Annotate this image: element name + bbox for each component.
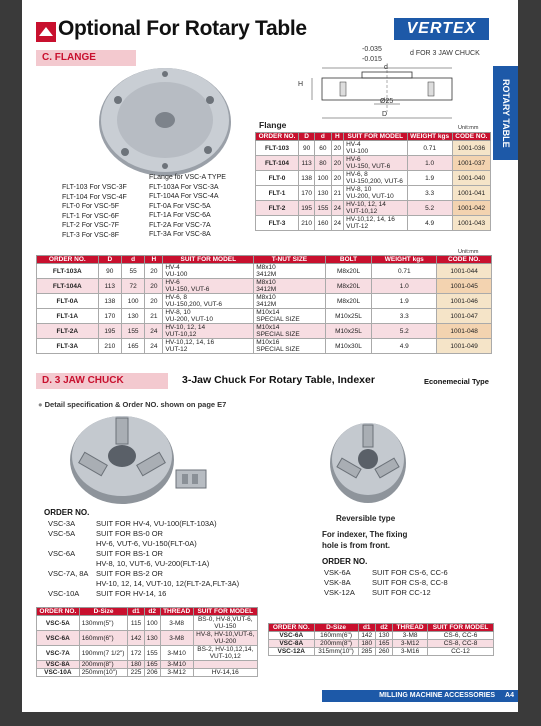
table-cell: 20 <box>145 279 163 294</box>
order-item <box>48 529 239 539</box>
section-label-chuck: D. 3 JAW CHUCK <box>36 373 168 389</box>
table-cell: M10x16 SPECIAL SIZE <box>254 339 325 354</box>
table-header: THREAD <box>160 608 193 616</box>
table-cell: M10x30L <box>325 339 372 354</box>
order-item <box>48 549 239 559</box>
table-cell: 250mm(10") <box>79 669 128 677</box>
table-cell: 172 <box>128 646 144 661</box>
table-row <box>37 616 258 631</box>
table-cell: FLT-103A <box>37 264 99 279</box>
diagram-note: d FOR 3 JAW CHUCK <box>410 50 480 57</box>
reversible-chuck-photo <box>328 415 408 507</box>
table-cell: 3-M12 <box>160 669 193 677</box>
list-item: FLT-2A For VSC-7A <box>149 221 211 229</box>
table-cell: HV-6, 8 VU-150,200, VUT-6 <box>344 171 407 186</box>
table-cell: 4.9 <box>372 339 437 354</box>
table-cell: FLT-1 <box>256 186 299 201</box>
table-header: ORDER NO. <box>37 608 80 616</box>
table-row <box>256 156 491 171</box>
table-row <box>269 648 494 656</box>
order-desc: SUIT FOR CS-8, CC-8 <box>372 578 448 587</box>
table-cell: 315mm(10") <box>314 648 358 656</box>
table-cell: 180 <box>358 640 375 648</box>
table-header: d2 <box>375 624 392 632</box>
table-header: WEIGHT kgs <box>372 256 437 264</box>
detail-note-text: Detail specification & Order NO. shown on page E7 <box>44 400 227 409</box>
dim-D-label: D <box>382 111 388 118</box>
list-item: FLT-103A For VSC-3A <box>149 183 219 191</box>
table-cell: 1001-041 <box>452 186 490 201</box>
table-row <box>37 264 492 279</box>
table-cell: 195 <box>98 324 121 339</box>
table-cell: 155 <box>144 646 160 661</box>
flange-photo <box>90 60 240 180</box>
table-cell: 138 <box>98 294 121 309</box>
table-header: D-Size <box>314 624 358 632</box>
flange-list-left <box>62 183 127 240</box>
tol-upper: -0.035 <box>362 46 382 53</box>
chuck-subheading: Econemecial Type <box>424 377 489 386</box>
table-cell: 100 <box>121 294 144 309</box>
table-cell: VSC-8A <box>37 661 80 669</box>
order-item <box>324 588 448 598</box>
table-cell: 155 <box>121 324 144 339</box>
order-desc: HV-6, VUT-6, VU-150(FLT-0A) <box>96 539 197 548</box>
detail-note <box>38 400 226 409</box>
table-cell: 1.9 <box>372 294 437 309</box>
table-cell: 200mm(8") <box>79 661 128 669</box>
table-cell: 3-M16 <box>393 648 428 656</box>
table-cell: M8x10 3412M <box>254 279 325 294</box>
table-cell: BS-2, HV-10,12,14, VUT-10,12 <box>193 646 258 661</box>
table-header: D <box>298 133 314 141</box>
order-item <box>48 589 239 599</box>
table-cell: HV-6 VU-150, VUT-6 <box>344 156 407 171</box>
order-list-right <box>324 568 448 598</box>
table-cell: M8x20L <box>325 264 372 279</box>
table-cell: 190mm(7 1/2") <box>79 646 128 661</box>
table-cell: 20 <box>331 156 344 171</box>
table-row <box>37 669 258 677</box>
table-header: BOLT <box>325 256 372 264</box>
table-cell: 160 <box>315 216 331 231</box>
side-tab: ROTARY TABLE <box>493 66 518 160</box>
table-cell: 113 <box>98 279 121 294</box>
table-cell: 4.9 <box>407 216 452 231</box>
table-cell: 1001-046 <box>437 294 492 309</box>
table-row <box>256 216 491 231</box>
table-cell: M10x14 SPECIAL SIZE <box>254 309 325 324</box>
order-code: VSC-5A <box>48 529 76 538</box>
page-title: Optional For Rotary Table <box>58 17 307 40</box>
table-header: H <box>145 256 163 264</box>
table-cell: FLT-3 <box>256 216 299 231</box>
order-code: VSC-10A <box>48 589 80 598</box>
table-cell: 20 <box>145 264 163 279</box>
table-cell: 165 <box>375 640 392 648</box>
table-cell: 165 <box>144 661 160 669</box>
table-cell: 20 <box>145 294 163 309</box>
tol-lower: -0.015 <box>362 56 382 63</box>
table-cell: HV-8, HV-10,VUT-6, VU-200 <box>193 631 258 646</box>
table1-unit: Unit:mm <box>458 125 479 131</box>
table-cell: 142 <box>358 632 375 640</box>
table-row <box>256 186 491 201</box>
page-footer <box>322 690 518 702</box>
table-cell: 24 <box>331 201 344 216</box>
table-cell: 3-M8 <box>393 632 428 640</box>
order-item <box>48 539 239 549</box>
table-cell: 206 <box>144 669 160 677</box>
table-header: D <box>98 256 121 264</box>
table-header: WEIGHT kgs <box>407 133 452 141</box>
table-cell: M8x10 3412M <box>254 294 325 309</box>
table-cell: 0.71 <box>407 141 452 156</box>
table-row <box>37 646 258 661</box>
list-item: FLT-3 For VSC-8F <box>62 231 120 239</box>
table-cell: VSC-7A <box>37 646 80 661</box>
table-cell: 113 <box>298 156 314 171</box>
table-header: T-NUT SIZE <box>254 256 325 264</box>
table-cell: 3-M10 <box>160 661 193 669</box>
table-header: ORDER NO. <box>256 133 299 141</box>
order-title-right: ORDER NO. <box>322 557 368 566</box>
table-row <box>269 632 494 640</box>
table-cell: VSC-10A <box>37 669 80 677</box>
flange-list-right <box>149 173 226 240</box>
table-cell: 170 <box>298 186 314 201</box>
table-cell: HV-4 VU-100 <box>344 141 407 156</box>
table-cell: HV-8, 10 VU-200, VUT-10 <box>344 186 407 201</box>
chuck-heading: 3-Jaw Chuck For Rotary Table, Indexer <box>182 374 375 386</box>
table-cell: 1001-042 <box>452 201 490 216</box>
catalog-page <box>22 0 518 712</box>
table-header: SUIT FOR MODEL <box>163 256 254 264</box>
table-cell: 1001-047 <box>437 309 492 324</box>
table-header: ORDER NO. <box>269 624 315 632</box>
table-cell: 130 <box>121 309 144 324</box>
order-desc: SUIT FOR BS-0 OR <box>96 529 163 538</box>
table-cell: FLT-1A <box>37 309 99 324</box>
table-cell: 180 <box>128 661 144 669</box>
indexer-note-1: For indexer, The fixing <box>322 530 408 539</box>
table-cell: 130mm(5") <box>79 616 128 631</box>
table-cell: 1.0 <box>372 279 437 294</box>
table-cell: FLT-3A <box>37 339 99 354</box>
footer-text: MILLING MACHINE ACCESSORIES <box>379 692 496 699</box>
table-cell: 90 <box>298 141 314 156</box>
order-code: VSC-7A, 8A <box>48 569 89 578</box>
table-cell: 20 <box>331 141 344 156</box>
table-cell: CC-12 <box>428 648 494 656</box>
table-cell: VSC-6A <box>37 631 80 646</box>
table-cell: 1001-043 <box>452 216 490 231</box>
table-cell: HV-6, 8 VU-150,200, VUT-6 <box>163 294 254 309</box>
order-list-left <box>48 519 239 599</box>
table-cell: HV-14,16 <box>193 669 258 677</box>
list-item: FLT-104A For VSC-4A <box>149 193 219 200</box>
table-header: d <box>315 133 331 141</box>
order-desc: SUIT FOR BS-1 OR <box>96 549 163 558</box>
table-header: CODE NO. <box>452 133 490 141</box>
table-header: THREAD <box>393 624 428 632</box>
list-item: FLT-2 For VSC-7F <box>62 222 120 229</box>
table-cell: VSC-12A <box>269 648 315 656</box>
table-cell: M10x25L <box>325 309 372 324</box>
table-cell: 3.3 <box>407 186 452 201</box>
table-cell: 210 <box>98 339 121 354</box>
table-cell: 1001-044 <box>437 264 492 279</box>
section-label-flange: C. FLANGE <box>36 50 136 66</box>
table-cell: VSC-5A <box>37 616 80 631</box>
chuck-table-right <box>268 623 494 656</box>
table-cell: 3.3 <box>372 309 437 324</box>
list-item: FLT-0A For VSC-5A <box>149 202 211 210</box>
table-cell <box>193 661 258 669</box>
order-code: VSK-6A <box>324 568 351 577</box>
table-cell: HV-10,12, 14, 16 VUT-12 <box>163 339 254 354</box>
order-code: VSC-6A <box>48 549 76 558</box>
table-cell: 80 <box>315 156 331 171</box>
flange-a-table <box>36 255 492 354</box>
list-item: FLT-1A For VSC-6A <box>149 212 211 219</box>
table-cell: 195 <box>298 201 314 216</box>
table-cell: 21 <box>145 309 163 324</box>
table-header: CODE NO. <box>437 256 492 264</box>
list-item: FLT-104 For VSC-4F <box>62 193 127 201</box>
table-cell: 1.0 <box>407 156 452 171</box>
table-header: d1 <box>128 608 144 616</box>
table-cell: FLT-0A <box>37 294 99 309</box>
table-cell: 210 <box>298 216 314 231</box>
order-code: VSC-3A <box>48 519 76 528</box>
table-header: SUIT FOR MODEL <box>344 133 407 141</box>
list-title: FLange for VSC-A TYPE <box>149 174 226 181</box>
table-header: d2 <box>144 608 160 616</box>
table-row <box>37 324 492 339</box>
table-cell: 100 <box>315 171 331 186</box>
table-cell: 1001-040 <box>452 171 490 186</box>
table-cell: 155 <box>315 201 331 216</box>
table2-unit: Unit:mm <box>458 249 479 255</box>
table-cell: CS-6, CC-6 <box>428 632 494 640</box>
table-cell: 1001-049 <box>437 339 492 354</box>
indexer-note-2: hole is from front. <box>322 541 390 550</box>
table-row <box>37 309 492 324</box>
table1-title: Flange <box>259 120 287 130</box>
table-cell: VSC-6A <box>269 632 315 640</box>
table-cell: 285 <box>358 648 375 656</box>
table-cell: 5.2 <box>407 201 452 216</box>
table-cell: 130 <box>144 631 160 646</box>
order-desc: SUIT FOR CS-6, CC-6 <box>372 568 448 577</box>
table-cell: 72 <box>121 279 144 294</box>
table-cell: 138 <box>298 171 314 186</box>
table-cell: 60 <box>315 141 331 156</box>
table-row <box>269 640 494 648</box>
table-cell: M8x20L <box>325 294 372 309</box>
table-cell: FLT-0 <box>256 171 299 186</box>
table-header: SUIT FOR MODEL <box>193 608 258 616</box>
table-cell: 3-M8 <box>160 631 193 646</box>
table-cell: FLT-104A <box>37 279 99 294</box>
table-cell: 130 <box>375 632 392 640</box>
table-header: d <box>121 256 144 264</box>
table-cell: 260 <box>375 648 392 656</box>
table-cell: 20 <box>331 171 344 186</box>
table-row <box>256 171 491 186</box>
list-item: FLT-1 For VSC-6F <box>62 212 120 220</box>
table-cell: M8x20L <box>325 279 372 294</box>
table-cell: FLT-104 <box>256 156 299 171</box>
table-cell: HV-10, 12, 14 VUT-10,12 <box>344 201 407 216</box>
table-cell: 5.2 <box>372 324 437 339</box>
list-item: FLT-0 For VSC-5F <box>62 203 120 210</box>
list-item: FLT-3A For VSC-8A <box>149 231 211 238</box>
order-item <box>324 568 448 578</box>
table-cell: M10x25L <box>325 324 372 339</box>
table-cell: HV-8, 10 VU-200, VUT-10 <box>163 309 254 324</box>
table-row <box>37 661 258 669</box>
table-cell: 170 <box>98 309 121 324</box>
title-marker-icon <box>36 22 56 42</box>
table-row <box>37 631 258 646</box>
table-cell: 24 <box>145 324 163 339</box>
order-title-left: ORDER NO. <box>44 508 90 517</box>
table-cell: 130 <box>315 186 331 201</box>
table-cell: CS-8, CC-8 <box>428 640 494 648</box>
order-item <box>324 578 448 588</box>
table-header: D-Size <box>79 608 128 616</box>
table-cell: M10x14 SPECIAL SIZE <box>254 324 325 339</box>
table-cell: HV-6 VU-150, VUT-6 <box>163 279 254 294</box>
table-row <box>37 279 492 294</box>
chuck-photo <box>64 412 214 507</box>
table-cell: 1001-036 <box>452 141 490 156</box>
dim-h-label: H <box>298 81 304 88</box>
table-cell: 0.71 <box>372 264 437 279</box>
table-cell: 225 <box>128 669 144 677</box>
table-cell: FLT-103 <box>256 141 299 156</box>
table-cell: 3-M12 <box>393 640 428 648</box>
order-code: VSK-8A <box>324 578 351 587</box>
table-cell: 1001-048 <box>437 324 492 339</box>
table-cell: 100 <box>144 616 160 631</box>
table-header: H <box>331 133 344 141</box>
table-row <box>256 141 491 156</box>
order-desc: SUIT FOR HV-14, 16 <box>96 589 167 598</box>
flange-table <box>255 132 491 231</box>
table-cell: VSC-8A <box>269 640 315 648</box>
table-cell: 1.9 <box>407 171 452 186</box>
table-cell: FLT-2 <box>256 201 299 216</box>
table-cell: 55 <box>121 264 144 279</box>
dim-25-label: Ø25 <box>380 98 394 105</box>
table-cell: 3-M8 <box>160 616 193 631</box>
list-item: FLT-103 For VSC-3F <box>62 184 127 191</box>
chuck-table-left <box>36 607 258 677</box>
reversible-label: Reversible type <box>336 514 396 523</box>
table-cell: 160mm(6") <box>79 631 128 646</box>
order-desc: HV-10, 12, 14, VUT-10, 12(FLT-2A,FLT-3A) <box>96 579 240 588</box>
table-cell: 1001-037 <box>452 156 490 171</box>
table-cell: 90 <box>98 264 121 279</box>
table-cell: M8x10 3412M <box>254 264 325 279</box>
table-cell: FLT-2A <box>37 324 99 339</box>
order-code: VSK-12A <box>324 588 355 597</box>
order-desc: SUIT FOR HV-4, VU-100(FLT-103A) <box>96 519 217 528</box>
table-cell: 200mm(8") <box>314 640 358 648</box>
order-item <box>48 519 239 529</box>
table-cell: HV-4 VU-100 <box>163 264 254 279</box>
table-cell: 165 <box>121 339 144 354</box>
table-cell: 160mm(6") <box>314 632 358 640</box>
table-cell: 24 <box>145 339 163 354</box>
table-cell: 1001-045 <box>437 279 492 294</box>
table-cell: 115 <box>128 616 144 631</box>
page-number: A4 <box>505 692 514 699</box>
table-row <box>37 339 492 354</box>
order-item <box>48 559 239 569</box>
table-cell: HV-10,12, 14, 16 VUT-12 <box>344 216 407 231</box>
table-cell: 3-M10 <box>160 646 193 661</box>
table-cell: 142 <box>128 631 144 646</box>
order-desc: SUIT FOR BS-2 OR <box>96 569 163 578</box>
table-cell: 21 <box>331 186 344 201</box>
table-header: d1 <box>358 624 375 632</box>
table-row <box>256 201 491 216</box>
table-header: ORDER NO. <box>37 256 99 264</box>
order-desc: HV-8, 10, VUT-6, VU-200(FLT-1A) <box>96 559 210 568</box>
dim-d-label: d <box>384 64 388 71</box>
order-desc: SUIT FOR CC-12 <box>372 588 431 597</box>
order-item <box>48 579 239 589</box>
table-header: SUIT FOR MODEL <box>428 624 494 632</box>
table-cell: 24 <box>331 216 344 231</box>
brand-logo: VERTEX <box>394 18 489 40</box>
bullet-icon: ● <box>38 400 43 409</box>
table-cell: HV-10, 12, 14 VUT-10,12 <box>163 324 254 339</box>
order-item <box>48 569 239 579</box>
table-row <box>37 294 492 309</box>
table-cell: BS-0, HV-8,VUT-6, VU-150 <box>193 616 258 631</box>
